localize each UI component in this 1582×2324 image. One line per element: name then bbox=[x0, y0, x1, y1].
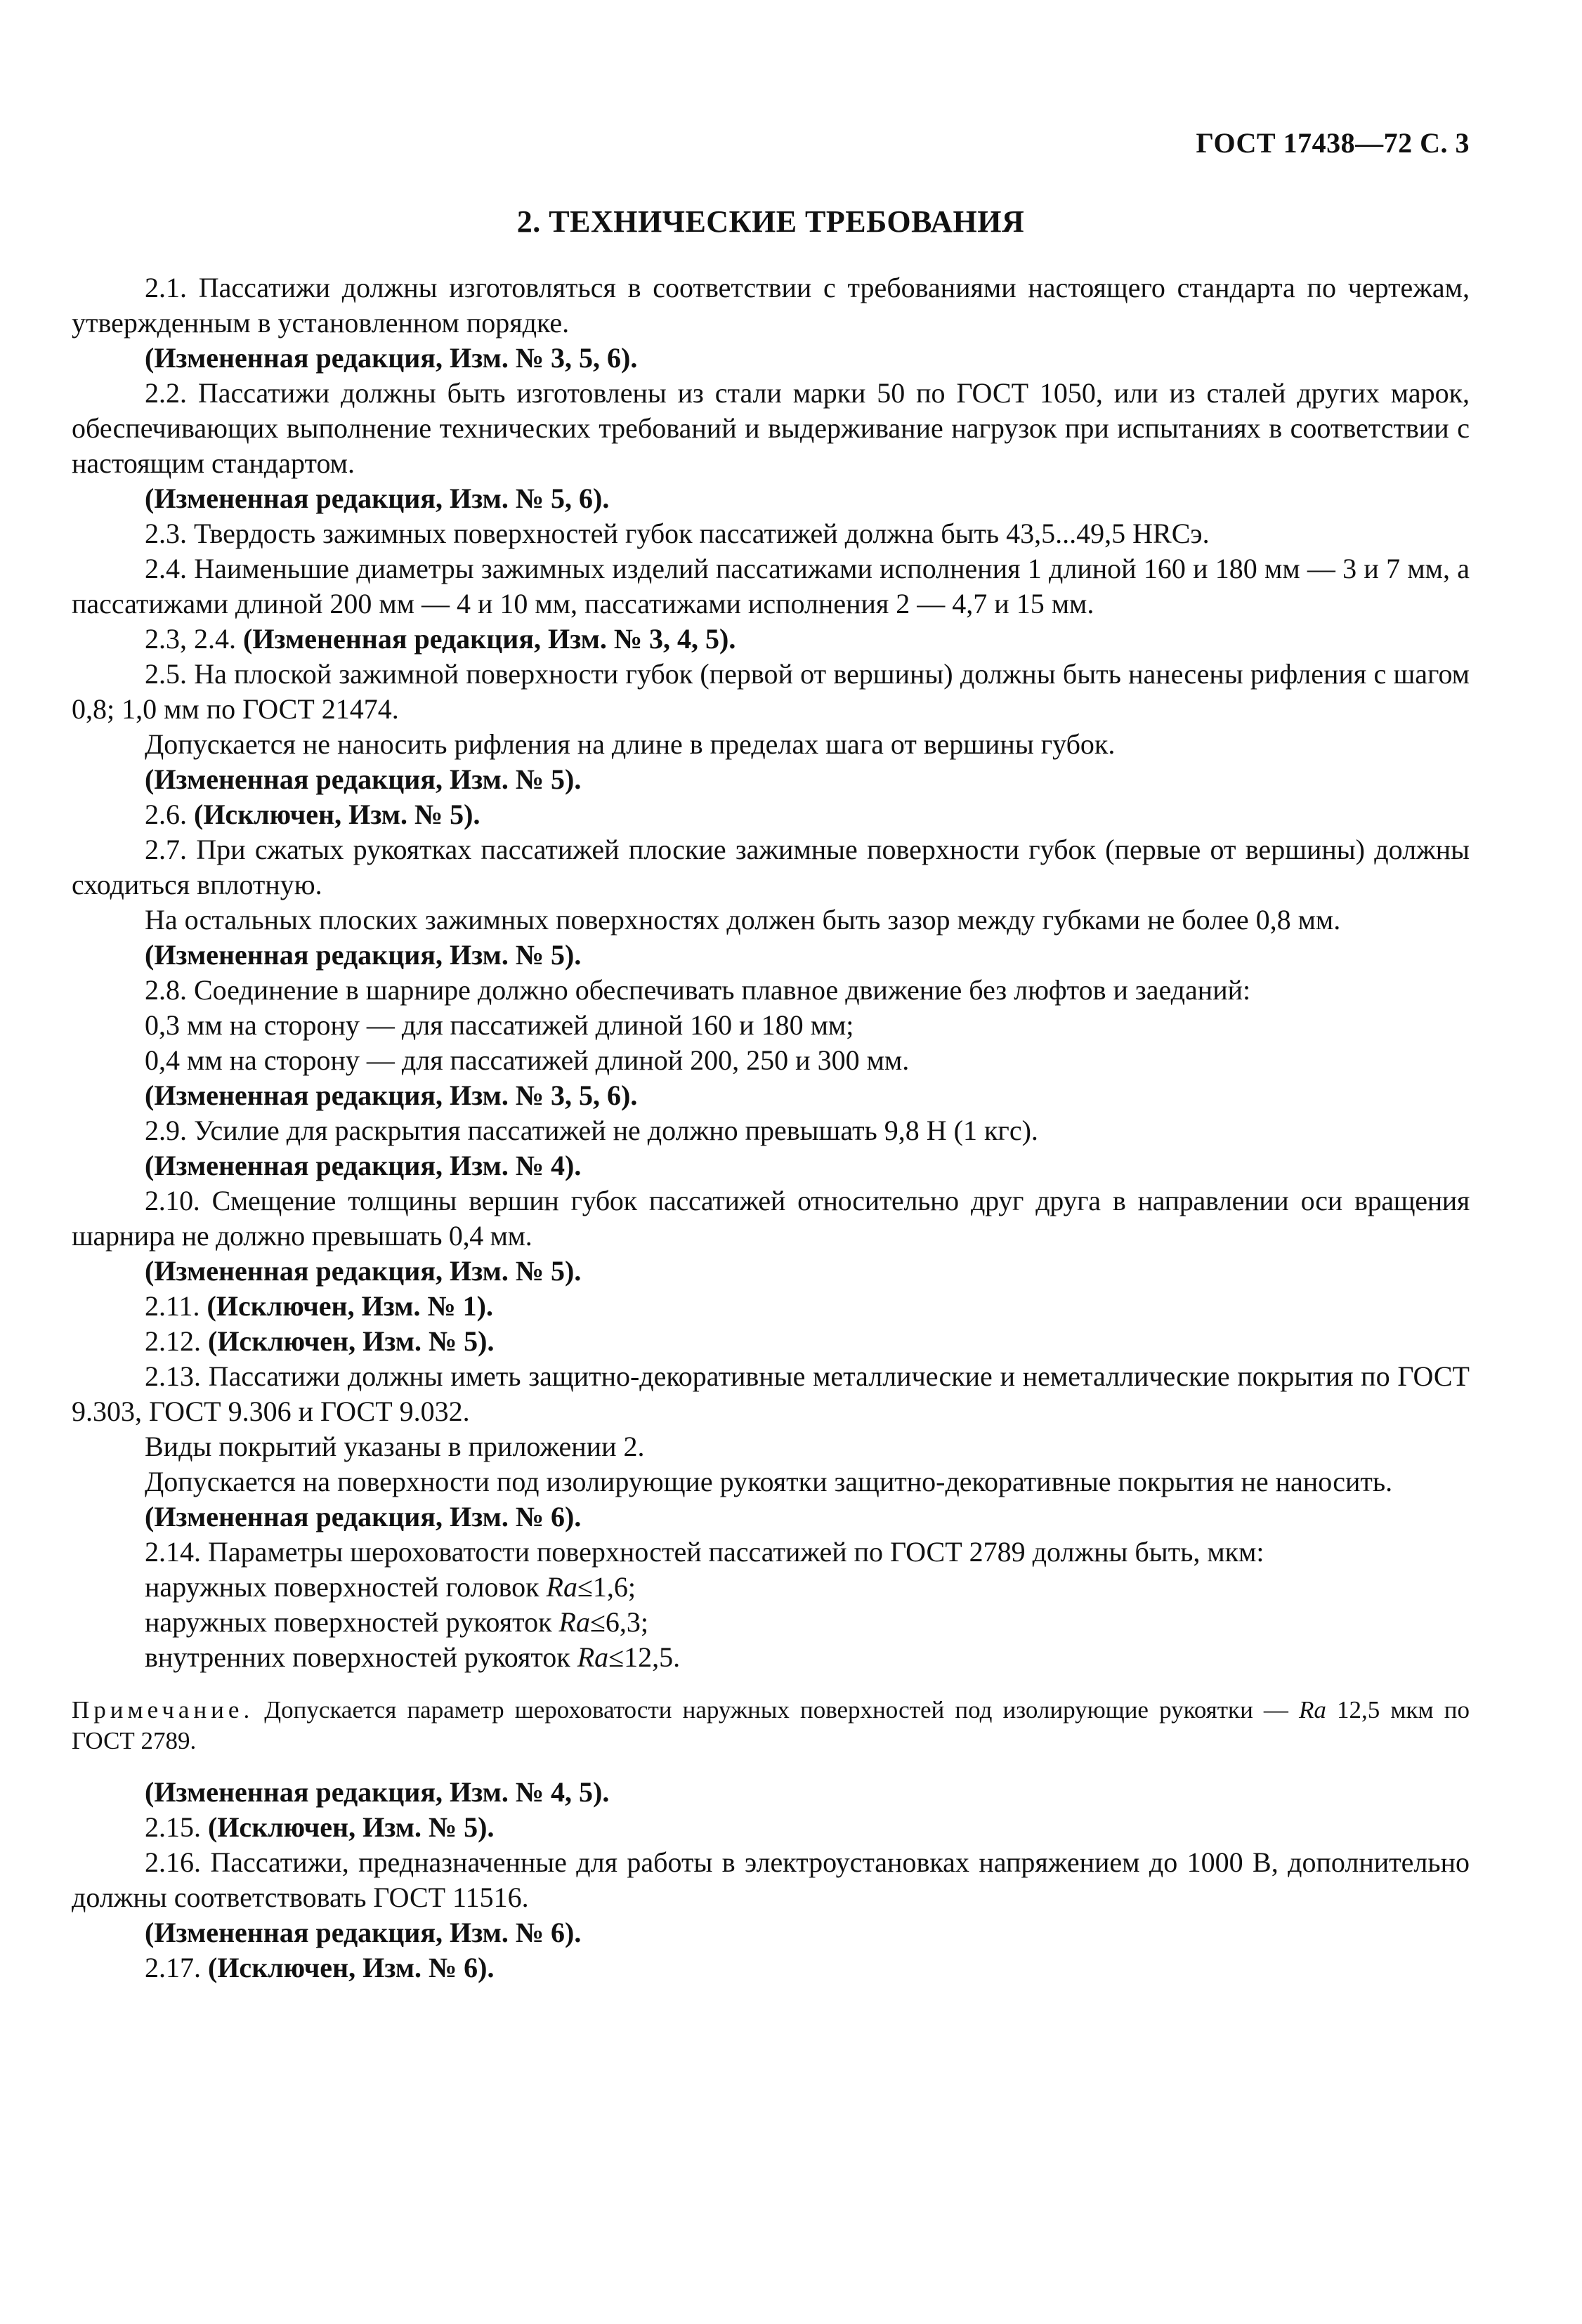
revision-text: (Измененная редакция, Изм. № 3, 4, 5). bbox=[243, 623, 736, 655]
clause-number: 2.12. bbox=[145, 1325, 201, 1357]
section-title: 2. ТЕХНИЧЕСКИЕ ТРЕБОВАНИЯ bbox=[516, 204, 1025, 239]
clause-number: 2.6. bbox=[145, 799, 187, 830]
note-text: 12,5 мкм по ГОСТ 2789. bbox=[72, 1696, 1470, 1754]
clause-2-11 bbox=[72, 1289, 1470, 1324]
clause-2-7-extra: На остальных плоских зажимных поверхностях должен быть зазор между губками не более 0,8 мм. bbox=[145, 904, 1341, 935]
revision-note: (Измененная редакция, Изм. № 6). bbox=[145, 1501, 582, 1532]
clause-2-5-extra: Допускается не наносить рифления на длине в пределах шага от вершины губок. bbox=[145, 728, 1116, 760]
revision-note: (Измененная редакция, Изм. № 4, 5). bbox=[145, 1776, 610, 1808]
revision-note: (Измененная редакция, Изм. № 5). bbox=[145, 763, 582, 795]
roughness-value: ≤1,6; bbox=[577, 1571, 636, 1603]
clause-2-16: 2.16. Пассатижи, предназначенные для работы в электроустановках напряжением до 1000 В, дополнительно должны соответствовать ГОСТ 11516. bbox=[72, 1846, 1470, 1913]
revision-note: (Измененная редакция, Изм. № 3, 5, 6). bbox=[145, 342, 638, 374]
note bbox=[72, 1695, 1470, 1757]
roughness-value: ≤6,3; bbox=[589, 1606, 649, 1638]
clause-2-9: 2.9. Усилие для раскрытия пассатижей не должно превышать 9,8 Н (1 кгс). bbox=[145, 1115, 1038, 1146]
clause-2-10: 2.10. Смещение толщины вершин губок пассатижей относительно друг друга в направлении оси вращения шарнира не должно превышать 0,4 мм. bbox=[72, 1185, 1470, 1252]
note-label: Примечание. bbox=[72, 1696, 254, 1724]
revision-note: (Измененная редакция, Изм. № 3, 5, 6). bbox=[145, 1079, 638, 1111]
clause-2-8: 2.8. Соединение в шарнире должно обеспечивать плавное движение без люфтов и заеданий: bbox=[145, 974, 1251, 1006]
excluded-text: (Исключен, Изм. № 5). bbox=[208, 1811, 495, 1843]
roughness-item bbox=[72, 1605, 1470, 1640]
revision-note-2-3-2-4 bbox=[72, 622, 1470, 657]
clause-number: 2.15. bbox=[145, 1811, 201, 1843]
clause-2-8-item: 0,4 мм на сторону — для пассатижей длиной 200, 250 и 300 мм. bbox=[145, 1044, 910, 1076]
revision-note: (Измененная редакция, Изм. № 5, 6). bbox=[145, 482, 610, 514]
roughness-value: ≤12,5. bbox=[608, 1641, 681, 1673]
excluded-text: (Исключен, Изм. № 6). bbox=[208, 1952, 495, 1983]
clause-2-13-extra: Виды покрытий указаны в приложении 2. bbox=[145, 1431, 645, 1462]
revision-note: (Измененная редакция, Изм. № 5). bbox=[145, 939, 582, 971]
roughness-label: наружных поверхностей рукояток bbox=[145, 1606, 559, 1638]
clause-2-7: 2.7. При сжатых рукоятках пассатижей плоские зажимные поверхности губок (первые от вершины) должны сходиться вплотную. bbox=[72, 834, 1470, 900]
excluded-text: (Исключен, Изм. № 1). bbox=[207, 1290, 493, 1322]
clause-2-3: 2.3. Твердость зажимных поверхностей губок пассатижей должна быть 43,5...49,5 HRCэ. bbox=[145, 518, 1210, 549]
roughness-label: внутренних поверхностей рукояток bbox=[145, 1641, 577, 1673]
clause-2-5: 2.5. На плоской зажимной поверхности губок (первой от вершины) должны быть нанесены рифления с шагом 0,8; 1,0 мм по ГОСТ 21474. bbox=[72, 658, 1470, 725]
clause-2-6 bbox=[72, 797, 1470, 832]
clause-2-15 bbox=[72, 1810, 1470, 1845]
roughness-item bbox=[72, 1640, 1470, 1675]
clause-2-12 bbox=[72, 1324, 1470, 1359]
clause-number: 2.17. bbox=[145, 1952, 201, 1983]
revision-note: (Измененная редакция, Изм. № 5). bbox=[145, 1255, 582, 1287]
ra-symbol: Ra bbox=[577, 1641, 609, 1673]
roughness-item bbox=[72, 1570, 1470, 1605]
clause-number: 2.3, 2.4. bbox=[145, 623, 236, 655]
clause-number: 2.11. bbox=[145, 1290, 200, 1322]
ra-symbol: Ra bbox=[1299, 1696, 1326, 1724]
document-body bbox=[72, 204, 1470, 1985]
clause-2-2: 2.2. Пассатижи должны быть изготовлены из стали марки 50 по ГОСТ 1050, или из сталей других марок, обеспечивающих выполнение технических требований и выдерживание нагрузок при испытаниях в соответствии с настоящим стандартом. bbox=[72, 377, 1470, 479]
clause-2-13-extra: Допускается на поверхности под изолирующие рукоятки защитно-декоративные покрытия не наносить. bbox=[145, 1466, 1393, 1497]
excluded-text: (Исключен, Изм. № 5). bbox=[208, 1325, 495, 1357]
clause-2-17 bbox=[72, 1950, 1470, 1985]
clause-2-1: 2.1. Пассатижи должны изготовляться в соответствии с требованиями настоящего стандарта по чертежам, утвержденным в установленном порядке. bbox=[72, 272, 1470, 339]
ra-symbol: Ra bbox=[546, 1571, 577, 1603]
note-text: Допускается параметр шероховатости наружных поверхностей под изолирующие рукоятки — bbox=[254, 1696, 1299, 1724]
clause-2-14: 2.14. Параметры шероховатости поверхностей пассатижей по ГОСТ 2789 должны быть, мкм: bbox=[145, 1536, 1264, 1568]
ra-symbol: Ra bbox=[558, 1606, 590, 1638]
excluded-text: (Исключен, Изм. № 5). bbox=[194, 799, 481, 830]
revision-note: (Измененная редакция, Изм. № 6). bbox=[145, 1917, 582, 1948]
revision-note: (Измененная редакция, Изм. № 4). bbox=[145, 1150, 582, 1181]
document-header: ГОСТ 17438—72 С. 3 bbox=[1196, 127, 1470, 159]
clause-2-4: 2.4. Наименьшие диаметры зажимных изделий пассатижами исполнения 1 длиной 160 и 180 мм — 3 и 7 мм, а пассатижами длиной 200 мм — 4 и 10 мм, пассатижами исполнения 2 — 4,7 и 15 мм. bbox=[72, 553, 1470, 619]
clause-2-13: 2.13. Пассатижи должны иметь защитно-декоративные металлические и неметаллические покрытия по ГОСТ 9.303, ГОСТ 9.306 и ГОСТ 9.032. bbox=[72, 1360, 1470, 1427]
roughness-label: наружных поверхностей головок bbox=[145, 1571, 547, 1603]
clause-2-8-item: 0,3 мм на сторону — для пассатижей длиной 160 и 180 мм; bbox=[145, 1009, 854, 1041]
